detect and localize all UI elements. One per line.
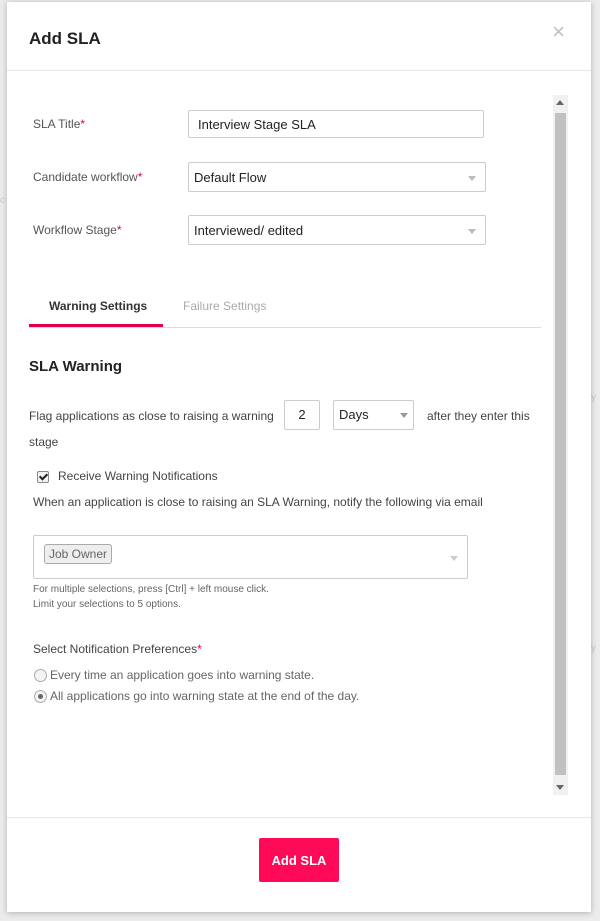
- flag-prefix-text: Flag applications as close to raising a warning: [29, 409, 274, 423]
- background-fragment: c: [0, 195, 5, 206]
- active-tab-indicator: [29, 324, 163, 327]
- receive-notifications-label: Receive Warning Notifications: [58, 469, 218, 483]
- warning-days-input[interactable]: 2: [284, 400, 320, 430]
- flag-suffix-text-line2: stage: [29, 435, 59, 449]
- scrollbar-thumb[interactable]: [555, 113, 566, 775]
- receive-notifications-checkbox[interactable]: [37, 471, 49, 483]
- sla-warning-heading: SLA Warning: [29, 358, 123, 375]
- flag-suffix-text: after they enter this: [427, 409, 530, 423]
- modal-title: Add SLA: [29, 29, 101, 48]
- workflow-stage-select[interactable]: [188, 215, 486, 245]
- workflow-stage-label: Workflow Stage*: [33, 223, 122, 237]
- notify-description: When an application is close to raising an SLA Warning, notify the following via email: [33, 495, 483, 509]
- modal-body: [7, 71, 591, 816]
- candidate-workflow-value: Default Flow: [194, 170, 267, 185]
- preference-label-end-of-day: All applications go into warning state at the end of the day.: [50, 689, 360, 703]
- sla-title-label: SLA Title*: [33, 117, 86, 131]
- preference-label-every-time: Every time an application goes into warning state.: [50, 668, 315, 682]
- add-sla-button[interactable]: Add SLA: [259, 838, 339, 882]
- required-marker: *: [80, 117, 86, 131]
- recipient-chip[interactable]: Job Owner: [44, 544, 112, 564]
- candidate-workflow-select[interactable]: [188, 162, 486, 192]
- chevron-down-icon: [450, 556, 458, 561]
- chevron-down-icon: [468, 176, 476, 181]
- preferences-label: Select Notification Preferences*: [33, 642, 202, 656]
- required-marker: *: [116, 223, 122, 237]
- multiselect-hint-line2: Limit your selections to 5 options.: [33, 599, 181, 610]
- required-marker: *: [137, 170, 143, 184]
- background-fragment: y: [591, 392, 596, 403]
- scroll-up-arrow-icon[interactable]: [556, 100, 564, 105]
- warning-unit-select[interactable]: [333, 400, 414, 430]
- tab-warning-settings[interactable]: Warning Settings: [49, 299, 148, 313]
- preference-radio-end-of-day[interactable]: [34, 690, 47, 703]
- settings-tabs: [29, 289, 541, 328]
- modal-header: [7, 2, 591, 71]
- body-scrollbar[interactable]: [553, 95, 568, 795]
- background-fragment: y: [591, 643, 596, 654]
- chevron-down-icon: [468, 229, 476, 234]
- add-sla-modal: [7, 2, 591, 912]
- scroll-down-arrow-icon[interactable]: [556, 785, 564, 790]
- chevron-down-icon: [400, 413, 408, 418]
- tab-failure-settings[interactable]: Failure Settings: [183, 299, 267, 313]
- recipients-multiselect[interactable]: [33, 535, 468, 579]
- required-marker: *: [197, 642, 202, 656]
- sla-title-input[interactable]: [188, 110, 484, 138]
- warning-unit-value: Days: [339, 407, 369, 422]
- workflow-stage-value: Interviewed/ edited: [194, 223, 304, 238]
- preference-radio-every-time[interactable]: [34, 669, 47, 682]
- candidate-workflow-label: Candidate workflow*: [33, 170, 143, 184]
- close-icon[interactable]: ×: [552, 19, 565, 44]
- modal-footer: [7, 817, 591, 913]
- multiselect-hint-line1: For multiple selections, press [Ctrl] + left mouse click.: [33, 584, 269, 595]
